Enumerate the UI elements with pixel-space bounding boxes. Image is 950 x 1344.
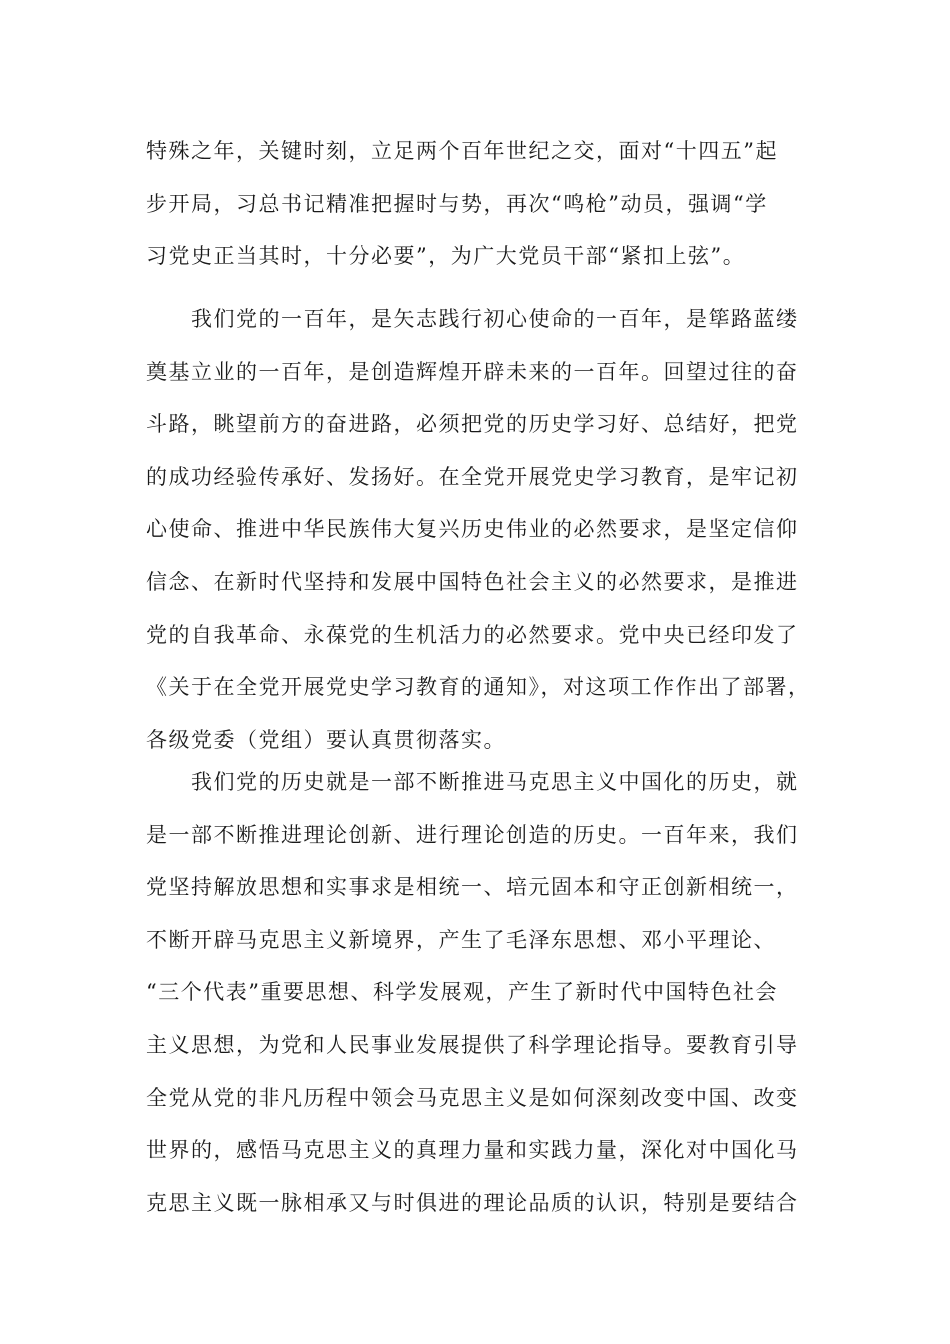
text-line: 特殊之年，关键时刻，立足两个百年世纪之交，面对“十四五”起 [146,139,778,163]
text-line: 是一部不断推进理论创新、进行理论创造的历史。一百年来，我们 [146,822,799,847]
text-line: 斗路，眺望前方的奋进路，必须把党的历史学习好、总结好，把党 [146,412,799,437]
text-line: 步开局，习总书记精准把握时与势，再次“鸣枪”动员，强调“学 [146,191,768,216]
text-line: 信念、在新时代坚持和发展中国特色社会主义的必然要求，是推进 [146,569,799,594]
text-line: 我们党的一百年，是矢志践行初心使命的一百年，是筚路蓝缕 [191,307,799,331]
text-line: “三个代表”重要思想、科学发展观，产生了新时代中国特色社会 [146,980,778,1005]
text-line: 我们党的历史就是一部不断推进马克思主义中国化的历史，就 [191,770,799,794]
text-line: 的成功经验传承好、发扬好。在全党开展党史学习教育，是牢记初 [146,464,799,489]
paragraph-2 [146,293,826,766]
text-line: 全党从党的非凡历程中领会马克思主义是如何深刻改变中国、改变 [146,1085,799,1110]
text-line: 克思主义既一脉相承又与时俱进的理论品质的认识，特别是要结合 [146,1190,799,1215]
paragraph-3 [146,756,826,1229]
text-line: 各级党委（党组）要认真贯彻落实。 [146,727,506,752]
text-line: 奠基立业的一百年，是创造辉煌开辟未来的一百年。回望过往的奋 [146,359,799,384]
text-line: 心使命、推进中华民族伟大复兴历史伟业的必然要求，是坚定信仰 [146,517,799,542]
text-line: 《关于在全党开展党史学习教育的通知》，对这项工作作出了部署， [146,675,811,700]
text-line: 世界的，感悟马克思主义的真理力量和实践力量，深化对中国化马 [146,1138,799,1163]
paragraph-1 [146,125,826,283]
text-line: 习党史正当其时，十分必要”，为广大党员干部“紧扣上弦”。 [146,244,746,269]
text-line: 党坚持解放思想和实事求是相统一、培元固本和守正创新相统一， [146,875,799,900]
text-line: 不断开辟马克思主义新境界，产生了毛泽东思想、邓小平理论、 [146,927,776,952]
text-line: 党的自我革命、永葆党的生机活力的必然要求。党中央已经印发了 [146,622,799,647]
text-line: 主义思想，为党和人民事业发展提供了科学理论指导。要教育引导 [146,1032,799,1057]
